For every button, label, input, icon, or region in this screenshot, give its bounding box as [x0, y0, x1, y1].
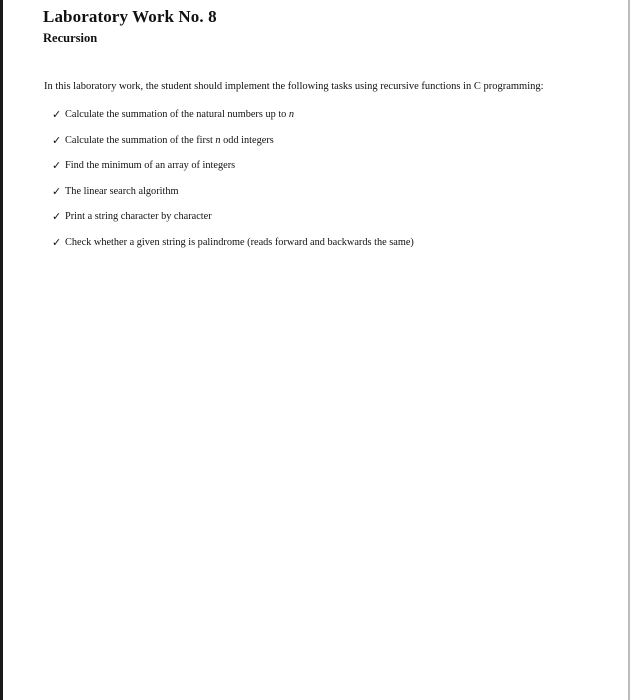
checkmark-icon: ✓ [52, 210, 62, 223]
list-item [52, 185, 414, 211]
checkmark-icon: ✓ [52, 133, 62, 147]
list-item [52, 236, 414, 262]
list-item [52, 108, 414, 134]
task-text: Check whether a given string is palindrome (reads forward and backwards the same) [65, 236, 414, 248]
checkmark-icon: ✓ [52, 235, 62, 249]
list-item [52, 210, 414, 236]
task-text: The linear search algorithm [65, 185, 179, 197]
task-text: Find the minimum of an array of integers [65, 160, 236, 171]
task-list [52, 108, 414, 261]
checkmark-icon: ✓ [52, 184, 62, 198]
list-item [52, 159, 414, 185]
task-text: Calculate the summation of the first n odd integers [65, 134, 274, 146]
task-text: Calculate the summation of the natural numbers up to n [65, 109, 295, 120]
checkmark-icon: ✓ [52, 108, 62, 121]
page-subtitle: Recursion [43, 31, 98, 45]
checkmark-icon: ✓ [52, 159, 62, 172]
list-item [52, 134, 414, 160]
page-title: Laboratory Work No. 8 [43, 7, 217, 26]
intro-paragraph: In this laboratory work, the student should implement the following tasks using recursive functions in C programming: [44, 81, 544, 92]
task-text: Print a string character by character [65, 211, 212, 222]
